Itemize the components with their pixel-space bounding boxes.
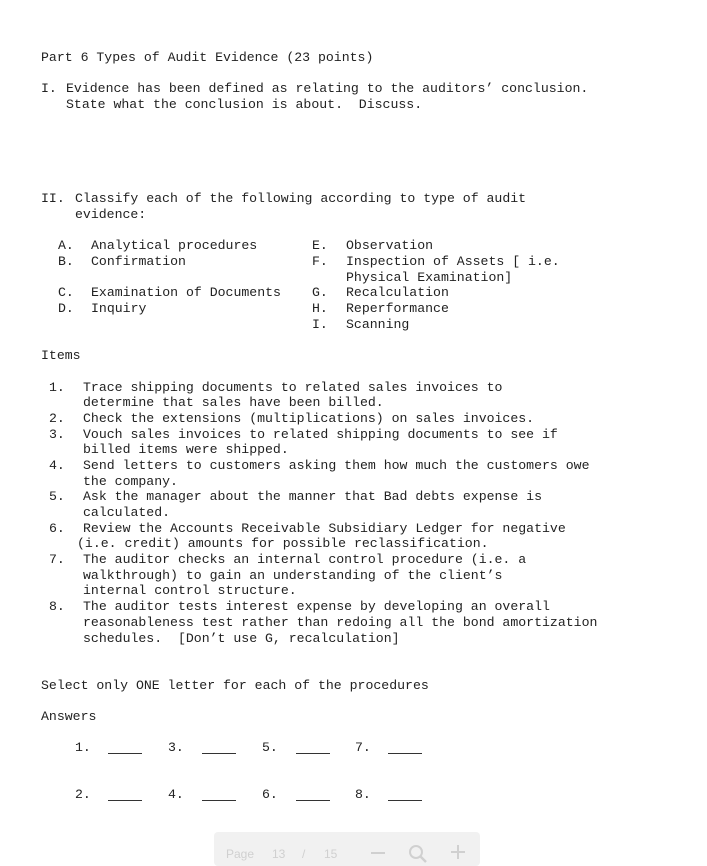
option-letter: I.: [312, 317, 328, 332]
current-page-input[interactable]: 13: [272, 847, 286, 861]
items-heading: Items: [41, 348, 81, 363]
option-label: Scanning: [346, 317, 410, 332]
answer-blank: [108, 790, 142, 801]
answer-blank: [108, 743, 142, 754]
item-number: 5.: [49, 489, 65, 504]
item-number: 6.: [49, 521, 65, 536]
zoom-in-icon[interactable]: [450, 844, 466, 860]
page-separator: /: [302, 847, 306, 861]
question-1-number: I.: [41, 81, 57, 96]
option-label: Confirmation: [91, 254, 186, 269]
option-label: Inspection of Assets [ i.e.: [346, 254, 560, 269]
zoom-search-icon[interactable]: [408, 844, 428, 864]
item-text: billed items were shipped.: [83, 442, 289, 457]
question-2-number: II.: [41, 191, 65, 206]
option-letter: F.: [312, 254, 328, 269]
item-text: Review the Accounts Receivable Subsidiary Ledger for negative: [83, 521, 566, 536]
question-1-line-2: State what the conclusion is about. Discuss.: [66, 97, 423, 112]
option-label: Inquiry: [91, 301, 147, 316]
option-letter: H.: [312, 301, 328, 316]
question-1-line-1: Evidence has been defined as relating to the auditors’ conclusion.: [66, 81, 589, 96]
item-number: 4.: [49, 458, 65, 473]
option-letter: B.: [58, 254, 74, 269]
item-text: the company.: [83, 474, 178, 489]
question-2-line-1: Classify each of the following according to type of audit: [75, 191, 527, 206]
answer-number: 6.: [262, 787, 278, 802]
item-number: 1.: [49, 380, 65, 395]
option-label: Analytical procedures: [91, 238, 258, 253]
item-text: Vouch sales invoices to related shipping documents to see if: [83, 427, 558, 442]
zoom-out-icon[interactable]: [370, 847, 386, 857]
answer-blank: [202, 790, 236, 801]
item-number: 2.: [49, 411, 65, 426]
item-text: The auditor tests interest expense by developing an overall: [83, 599, 550, 614]
answer-number: 2.: [75, 787, 91, 802]
answer-number: 1.: [75, 740, 91, 755]
answer-blank: [388, 743, 422, 754]
item-text: Trace shipping documents to related sales invoices to: [83, 380, 503, 395]
item-text: internal control structure.: [83, 583, 297, 598]
item-text: Check the extensions (multiplications) on sales invoices.: [83, 411, 535, 426]
option-label: Reperformance: [346, 301, 449, 316]
option-letter: E.: [312, 238, 328, 253]
page-title: Part 6 Types of Audit Evidence (23 points): [41, 50, 374, 65]
item-number: 3.: [49, 427, 65, 442]
item-text: (i.e. credit) amounts for possible reclassification.: [77, 536, 489, 551]
answer-number: 7.: [355, 740, 371, 755]
option-letter: G.: [312, 285, 328, 300]
page-label: Page: [226, 847, 255, 861]
item-text: reasonableness test rather than redoing all the bond amortization: [83, 615, 598, 630]
item-text: The auditor checks an internal control procedure (i.e. a: [83, 552, 527, 567]
instruction-text: Select only ONE letter for each of the procedures: [41, 678, 429, 693]
item-number: 8.: [49, 599, 65, 614]
answer-number: 3.: [168, 740, 184, 755]
item-text: Send letters to customers asking them how much the customers owe: [83, 458, 590, 473]
item-text: calculated.: [83, 505, 171, 520]
answers-heading: Answers: [41, 709, 97, 724]
item-text: determine that sales have been billed.: [83, 395, 384, 410]
option-letter: A.: [58, 238, 74, 253]
answer-blank: [202, 743, 236, 754]
option-label-continued: Physical Examination]: [346, 270, 513, 285]
total-pages: 15: [324, 847, 338, 861]
item-text: walkthrough) to gain an understanding of the client’s: [83, 568, 503, 583]
option-label: Examination of Documents: [91, 285, 281, 300]
answer-blank: [388, 790, 422, 801]
answer-number: 5.: [262, 740, 278, 755]
answer-blank: [296, 790, 330, 801]
option-letter: C.: [58, 285, 74, 300]
answer-number: 4.: [168, 787, 184, 802]
option-label: Observation: [346, 238, 434, 253]
option-letter: D.: [58, 301, 74, 316]
item-text: schedules. [Don’t use G, recalculation]: [83, 631, 400, 646]
question-2-line-2: evidence:: [75, 207, 147, 222]
option-label: Recalculation: [346, 285, 449, 300]
answer-number: 8.: [355, 787, 371, 802]
answer-blank: [296, 743, 330, 754]
item-number: 7.: [49, 552, 65, 567]
item-text: Ask the manager about the manner that Bad debts expense is: [83, 489, 542, 504]
